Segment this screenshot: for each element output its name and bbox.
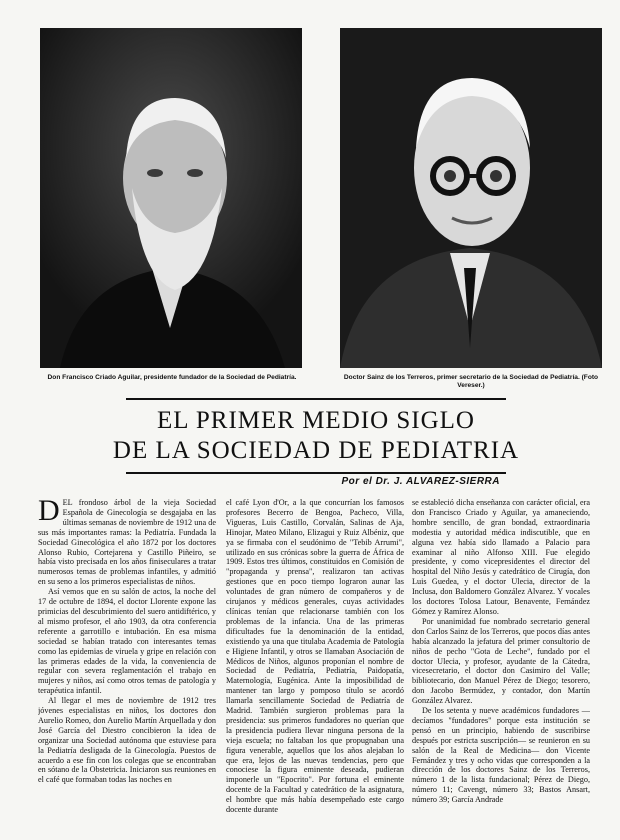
- photo-caption-left: Don Francisco Criado Aguilar, presidente fundador de la Sociedad de Pediatría.: [47, 374, 297, 381]
- title-line-1: EL PRIMER MEDIO SIGLO: [157, 407, 475, 434]
- portrait-photo-criado-aguilar: [40, 28, 302, 368]
- article-column-1: [38, 498, 216, 834]
- paragraph: Así vemos que en su salón de actos, la noche del 17 de octubre de 1894, el doctor Llorente expone las primicias del descubrimiento del suero antidiftérico, y al mismo profesor, el año 1903, da otra conferencia referente a garrotillo e intubación. En esa misma sociedad se habían tratado con interesantes temas como las epidemias de viruela y gripe en relación con las primeras edades de la vida, la conveniencia de regular con severa reglamentación el trabajo en mujeres y niños, así como otros temas de patología y terapéutica infantil.: [38, 587, 216, 696]
- paragraph: se estableció dicha enseñanza con carácter oficial, era don Francisco Criado y Aguilar, ya amaneciendo, hombre sencillo, de gran bondad, extraordinaria modestia y autoridad médica indiscutible, que en alguna vez había sido llamado a Palacio para examinar al niño Alfonso XIII. Fue elegido presidente, y como vicepresidentes el director del hospital del Niño Jesús y catedrático de Cirugía, don Luis Guedea, y el doctor Ulecia, director de la Inclusa, don Baldomero González Alvarez. Y vocales los doctores Tolosa Latour, Benavente, Fernández Gómez y Ramírez Alonso.: [412, 498, 590, 616]
- paragraph: el café Lyon d'Or, a la que concurrían los famosos profesores Becerro de Bengoa, Pacheco, Villa, Vigueras, Luis Castillo, Corvalán, Salinas de Aja, Hinojar, Mateo Milano, Elizagui y Ruiz Albéniz, que ya se firmaba con el seudónimo de "Tebib Arrumi", utilizado en sus crónicas sobre la guerra de África de 1909. Estos tres últimos, constituidos en Comisión de "propaganda y prensa", realizaron tan activas gestiones que en poco tiempo lograron aunar las voluntades de gran número de compañeros y de cirujanos y médicos generales, cuyas actividades clínicas tenían que relacionarse también con los problemas de la infancia. Una de las primeras dificultades fue la denominación de la entidad, existiendo ya una que titulaba Academia de Patología e Higiene Infantil, y otros se llamaban Asociación de Médicos de Niños, algunos proponían el nombre de Sociedad de Pediatría, Pediatría, Paidopatía, Maternología, Eugénica. Ante la imposibilidad de mantener tan largo y pomposo título se acordó llamarla sencillamente Sociedad de Pediatría de Madrid. También surgieron problemas para la presidencia: sus primeros fundadores no querían que la presidencia pudiera llevar ninguna persona de la vieja escuela; no faltaban los que propugnaban una figura venerable, aquellos que los años alejaban lo que era, lejos de las nuevas tendencias, pero que conociese la figura eminente deseada, pudieran imponerle un "Epocrito". Por fortuna el eminente docente de la Facultad y catedrático de la asignatura, el hombre que más había desempeñado este cargo docente durante: [226, 498, 404, 815]
- portrait-illustration-right: [340, 28, 602, 368]
- author-byline: Por el Dr. J. ALVAREZ-SIERRA: [341, 476, 500, 487]
- article-column-2: [226, 498, 404, 834]
- paragraph: Al llegar el mes de noviembre de 1912 tres jóvenes especialistas en niños, los doctores don Aurelio Romeo, don Aurelio Martín Arquellada y don José García del Diestro concibieron la idea de organizar una Sociedad autónoma que estuviese para la Pediatría desligada de la Ginecología. Puestos de acuerdo a ese fin con los colegas que se encontraban en sótano de la Obstetricia. Iniciaron sus reuniones en el café que formaban todas las noches en: [38, 696, 216, 785]
- paragraph: De los setenta y nueve académicos fundadores —decíamos "fundadores" porque esta institución se pensó en un principio, habiendo de suscribirse después por estricta suscripción— se reunieron en su salón de la Real de Medicina— don Vicente Fernández y tres y ocho vidas que corresponden a la dirección de los doctores Sainz de los Terreros, número 1 de la lista fundacional; Pérez de Diego, número 11; Cavengt, número 33; Bastos Ansart, número 39; García Andrade: [412, 706, 590, 805]
- paragraph: Por unanimidad fue nombrado secretario general don Carlos Sainz de los Terreros, que pocos días antes había alcanzado la jefatura del primer consultorio de niños de pecho "Gota de Leche", fundado por el doctor Ulecia, y profesor, ayudante de la Cátedra, vicesecretario, el doctor don Casimiro del Valle; bibliotecario, don Manuel Pérez de Diego; tesorero, don Jacobo Bermúdez, y contador, don Martín González Alvarez.: [412, 616, 590, 706]
- article-title: [112, 398, 520, 474]
- portrait-illustration-left: [40, 28, 302, 368]
- photo-caption-right: Doctor Sainz de los Terreros, primer secretario de la Sociedad de Pediatría. (Foto Vereser.): [343, 374, 599, 390]
- article-column-3: [412, 498, 590, 834]
- drop-cap: D: [38, 498, 60, 527]
- paragraph: EL frondoso árbol de la vieja Sociedad Española de Ginecología se desgajaba en las últimas semanas de noviembre de 1912 una de sus más importantes ramas: la Pediatría. Fundada la Sociedad Ginecológica el año 1872 por los doctores Alonso Rubio, Cortejarena y Castillo Piñeiro, se había visto precisada en los años finiseculares a tratar numerosos temas de problemas infantiles, y admitió en su seno a los primeros especialistas de niños.: [38, 498, 216, 587]
- title-line-2: DE LA SOCIEDAD DE PEDIATRIA: [112, 437, 520, 464]
- portrait-photo-sainz-terreros: [340, 28, 602, 368]
